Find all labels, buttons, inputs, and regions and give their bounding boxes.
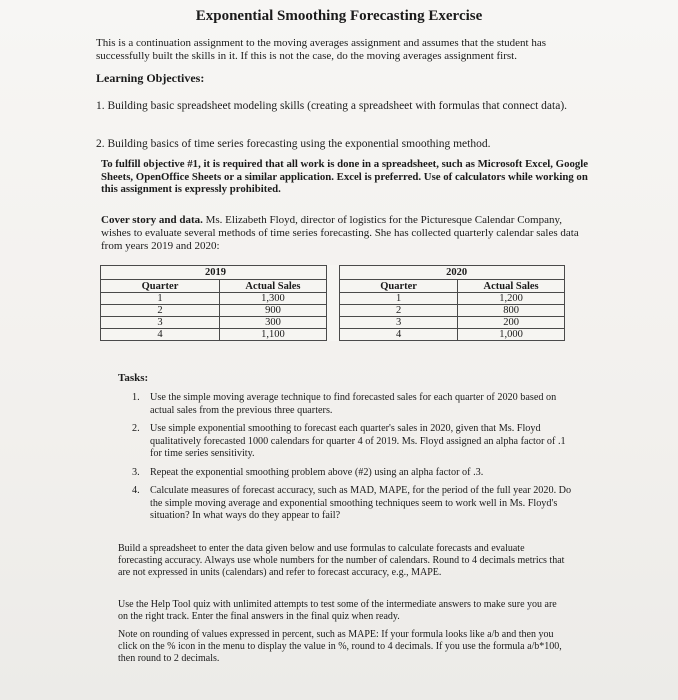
col-sales-2020: Actual Sales [458, 280, 565, 293]
col-quarter-2020: Quarter [340, 280, 458, 293]
cell-2020-q2: 2 [340, 305, 458, 317]
task-number: 1. [132, 392, 140, 403]
task-number: 4. [132, 485, 140, 496]
task-text: Use the simple moving average technique to find forecasted sales for each quarter of 2020 based on actual sales from the previous three quarters. [150, 392, 557, 416]
cell-2019-q1: 1 [101, 293, 220, 305]
cover-story-paragraph [101, 214, 591, 253]
task-number: 2. [132, 423, 140, 434]
fulfill-requirement: To fulfill objective #1, it is required that all work is done in a spreadsheet, such as Microsoft Excel, Google Sheets, OpenOffice Sheets or a similar application. Excel is preferred. Use of calculators while working on this assignment is expressly prohibited. [101, 158, 589, 195]
list-item [132, 392, 572, 417]
intro-paragraph: This is a continuation assignment to the moving averages assignment and assumes that the student has successfully built the skills in it. If this is not the case, do the moving averages assignment first. [96, 37, 547, 62]
cell-2019-s3: 300 [220, 317, 327, 329]
year-2020-header: 2020 [340, 266, 565, 280]
cell-2019-q3: 3 [101, 317, 220, 329]
cell-2020-q3: 3 [340, 317, 458, 329]
cell-2019-s1: 1,300 [220, 293, 327, 305]
cell-2019-s2: 900 [220, 305, 327, 317]
list-item [132, 467, 572, 480]
cell-2019-q4: 4 [101, 329, 220, 341]
task-list [132, 392, 572, 529]
table-gap [326, 266, 339, 341]
help-tool-paragraph: Use the Help Tool quiz with unlimited attempts to test some of the intermediate answers to make sure you are on the right track. Enter the final answers in the final quiz when ready. [118, 599, 557, 622]
cell-2020-q4: 4 [340, 329, 458, 341]
cell-2019-q2: 2 [101, 305, 220, 317]
task-text: Use simple exponential smoothing to forecast each quarter's sales in 2020, given that Ms. Floyd qualitatively forecasted 1000 calendars for quarter 4 of 2019. Ms. Floyd assigned an alpha factor of .1 for time series sensitivity. [150, 423, 566, 459]
sales-table [100, 265, 565, 341]
cell-2020-q1: 1 [340, 293, 458, 305]
cell-2020-s2: 800 [458, 305, 565, 317]
task-number: 3. [132, 466, 140, 478]
col-sales-2019: Actual Sales [220, 280, 327, 293]
build-spreadsheet-paragraph: Build a spreadsheet to enter the data given below and use formulas to calculate forecasts and evaluate forecasting accuracy. Always use whole numbers for the number of calendars. Round to 4 decimals metrics that are not expressed in units (calendars) and refer to forecast accuracy, e.g., MAPE. [118, 543, 565, 578]
cell-2020-s4: 1,000 [458, 329, 565, 341]
col-quarter-2019: Quarter [101, 280, 220, 293]
list-item [132, 423, 572, 461]
rounding-note-paragraph: Note on rounding of values expressed in percent, such as MAPE: If your formula looks like a/b and then you click on the % icon in the menu to display the value in %, round to 4 decimals. If you use the formula a/b*100, then round to 2 decimals. [118, 629, 562, 664]
task-text: Calculate measures of forecast accuracy, such as MAD, MAPE, for the period of the full year 2020. Do the simple moving average and exponential smoothing techniques seem to work well in Ms. Floyd's situation? In what ways do they appear to fail? [150, 485, 572, 521]
cell-2020-s3: 200 [458, 317, 565, 329]
learning-objectives-heading: Learning Objectives: [96, 71, 205, 85]
cell-2020-s1: 1,200 [458, 293, 565, 305]
year-2019-header: 2019 [101, 266, 327, 280]
cover-story-text: Ms. Elizabeth Floyd, director of logistics for the Picturesque Calendar Company, wishes to evaluate several methods of time series forecasting. She has collected quarterly calendar sales data from years 2019 and 2020: [101, 214, 579, 252]
cover-story-label: Cover story and data. [101, 214, 203, 226]
tasks-heading: Tasks: [118, 372, 149, 384]
page-title: Exponential Smoothing Forecasting Exercise [195, 8, 483, 24]
list-item [132, 485, 572, 523]
cell-2019-s4: 1,100 [220, 329, 327, 341]
objective-1: 1. Building basic spreadsheet modeling skills (creating a spreadsheet with formulas that connect data). [96, 100, 568, 112]
objective-2: 2. Building basics of time series forecasting using the exponential smoothing method. [96, 138, 491, 150]
task-text: Repeat the exponential smoothing problem above (#2) using an alpha factor of .3. [150, 466, 484, 478]
